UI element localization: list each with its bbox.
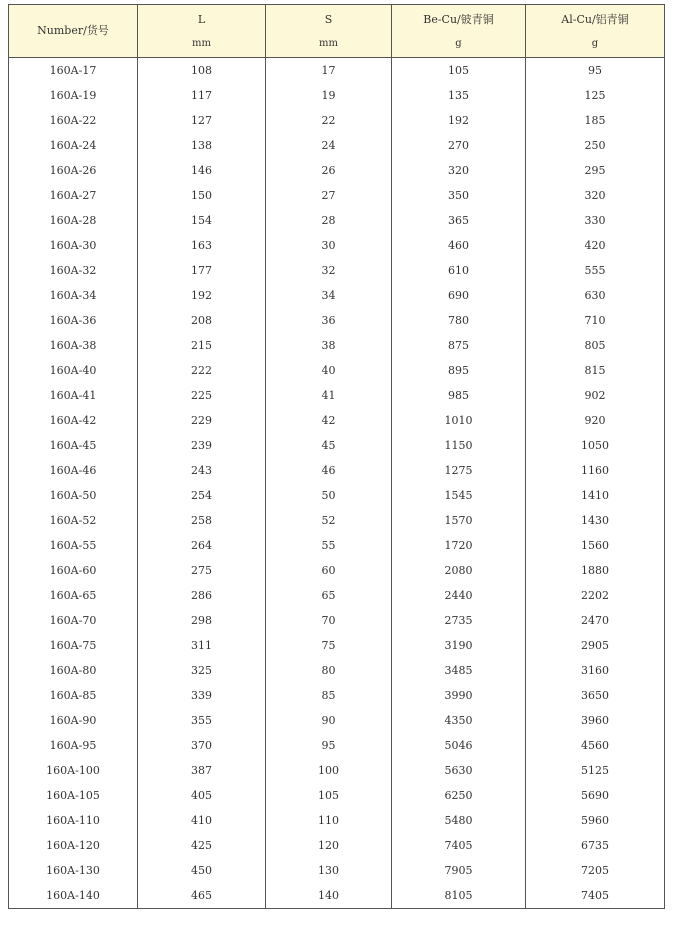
number-cell: 160A-130 bbox=[9, 858, 138, 883]
length-cell: 339 bbox=[138, 683, 266, 708]
header-be-cu bbox=[392, 5, 526, 58]
length-cell: 254 bbox=[138, 483, 266, 508]
table-row bbox=[9, 333, 665, 358]
spec-table bbox=[8, 4, 665, 909]
size-cell: 80 bbox=[266, 658, 392, 683]
be-cu-weight-cell: 3485 bbox=[392, 658, 526, 683]
be-cu-weight-cell: 895 bbox=[392, 358, 526, 383]
table-row bbox=[9, 533, 665, 558]
header-unit: g bbox=[591, 38, 599, 49]
number-cell: 160A-60 bbox=[9, 558, 138, 583]
size-cell: 140 bbox=[266, 883, 392, 909]
be-cu-weight-cell: 3190 bbox=[392, 633, 526, 658]
table-row bbox=[9, 108, 665, 133]
size-cell: 85 bbox=[266, 683, 392, 708]
length-cell: 239 bbox=[138, 433, 266, 458]
size-cell: 34 bbox=[266, 283, 392, 308]
size-cell: 26 bbox=[266, 158, 392, 183]
size-cell: 46 bbox=[266, 458, 392, 483]
length-cell: 275 bbox=[138, 558, 266, 583]
table-row bbox=[9, 633, 665, 658]
size-cell: 120 bbox=[266, 833, 392, 858]
number-cell: 160A-28 bbox=[9, 208, 138, 233]
table-row bbox=[9, 708, 665, 733]
header-number bbox=[9, 5, 138, 58]
table-row bbox=[9, 83, 665, 108]
al-cu-weight-cell: 250 bbox=[526, 133, 665, 158]
header-row bbox=[9, 5, 665, 58]
table-row bbox=[9, 608, 665, 633]
be-cu-weight-cell: 1275 bbox=[392, 458, 526, 483]
table-row bbox=[9, 358, 665, 383]
size-cell: 38 bbox=[266, 333, 392, 358]
be-cu-weight-cell: 1150 bbox=[392, 433, 526, 458]
number-cell: 160A-85 bbox=[9, 683, 138, 708]
length-cell: 425 bbox=[138, 833, 266, 858]
be-cu-weight-cell: 460 bbox=[392, 233, 526, 258]
number-cell: 160A-27 bbox=[9, 183, 138, 208]
al-cu-weight-cell: 1050 bbox=[526, 433, 665, 458]
length-cell: 325 bbox=[138, 658, 266, 683]
table-row bbox=[9, 308, 665, 333]
be-cu-weight-cell: 5046 bbox=[392, 733, 526, 758]
length-cell: 229 bbox=[138, 408, 266, 433]
number-cell: 160A-42 bbox=[9, 408, 138, 433]
number-cell: 160A-30 bbox=[9, 233, 138, 258]
length-cell: 298 bbox=[138, 608, 266, 633]
number-cell: 160A-140 bbox=[9, 883, 138, 909]
be-cu-weight-cell: 5480 bbox=[392, 808, 526, 833]
be-cu-weight-cell: 7905 bbox=[392, 858, 526, 883]
be-cu-weight-cell: 135 bbox=[392, 83, 526, 108]
al-cu-weight-cell: 5125 bbox=[526, 758, 665, 783]
number-cell: 160A-32 bbox=[9, 258, 138, 283]
size-cell: 17 bbox=[266, 58, 392, 84]
be-cu-weight-cell: 2735 bbox=[392, 608, 526, 633]
number-cell: 160A-17 bbox=[9, 58, 138, 84]
be-cu-weight-cell: 610 bbox=[392, 258, 526, 283]
be-cu-weight-cell: 4350 bbox=[392, 708, 526, 733]
header-label: Be-Cu/铍青铜 bbox=[423, 13, 494, 26]
be-cu-weight-cell: 7405 bbox=[392, 833, 526, 858]
size-cell: 30 bbox=[266, 233, 392, 258]
be-cu-weight-cell: 8105 bbox=[392, 883, 526, 909]
size-cell: 95 bbox=[266, 733, 392, 758]
length-cell: 177 bbox=[138, 258, 266, 283]
table-row bbox=[9, 808, 665, 833]
length-cell: 286 bbox=[138, 583, 266, 608]
table-row bbox=[9, 58, 665, 84]
table-row bbox=[9, 683, 665, 708]
header-label: Number/货号 bbox=[37, 24, 109, 37]
number-cell: 160A-65 bbox=[9, 583, 138, 608]
size-cell: 41 bbox=[266, 383, 392, 408]
size-cell: 45 bbox=[266, 433, 392, 458]
al-cu-weight-cell: 3160 bbox=[526, 658, 665, 683]
be-cu-weight-cell: 270 bbox=[392, 133, 526, 158]
table-row bbox=[9, 158, 665, 183]
number-cell: 160A-26 bbox=[9, 158, 138, 183]
be-cu-weight-cell: 2440 bbox=[392, 583, 526, 608]
size-cell: 19 bbox=[266, 83, 392, 108]
length-cell: 146 bbox=[138, 158, 266, 183]
be-cu-weight-cell: 1720 bbox=[392, 533, 526, 558]
al-cu-weight-cell: 805 bbox=[526, 333, 665, 358]
table-row bbox=[9, 183, 665, 208]
size-cell: 110 bbox=[266, 808, 392, 833]
number-cell: 160A-24 bbox=[9, 133, 138, 158]
al-cu-weight-cell: 7205 bbox=[526, 858, 665, 883]
table-row bbox=[9, 258, 665, 283]
table-row bbox=[9, 508, 665, 533]
table-row bbox=[9, 758, 665, 783]
table-row bbox=[9, 833, 665, 858]
table-row bbox=[9, 208, 665, 233]
length-cell: 150 bbox=[138, 183, 266, 208]
length-cell: 370 bbox=[138, 733, 266, 758]
number-cell: 160A-46 bbox=[9, 458, 138, 483]
size-cell: 100 bbox=[266, 758, 392, 783]
be-cu-weight-cell: 780 bbox=[392, 308, 526, 333]
size-cell: 65 bbox=[266, 583, 392, 608]
be-cu-weight-cell: 2080 bbox=[392, 558, 526, 583]
size-cell: 60 bbox=[266, 558, 392, 583]
al-cu-weight-cell: 630 bbox=[526, 283, 665, 308]
size-cell: 28 bbox=[266, 208, 392, 233]
be-cu-weight-cell: 690 bbox=[392, 283, 526, 308]
table-row bbox=[9, 458, 665, 483]
al-cu-weight-cell: 920 bbox=[526, 408, 665, 433]
length-cell: 117 bbox=[138, 83, 266, 108]
header-unit: g bbox=[455, 38, 462, 49]
be-cu-weight-cell: 985 bbox=[392, 383, 526, 408]
length-cell: 215 bbox=[138, 333, 266, 358]
table-row bbox=[9, 483, 665, 508]
header-label: S bbox=[324, 13, 333, 26]
size-cell: 130 bbox=[266, 858, 392, 883]
length-cell: 138 bbox=[138, 133, 266, 158]
header-label: Al-Cu/铝青铜 bbox=[561, 13, 629, 26]
size-cell: 32 bbox=[266, 258, 392, 283]
header-label: L bbox=[197, 13, 206, 26]
size-cell: 90 bbox=[266, 708, 392, 733]
size-cell: 27 bbox=[266, 183, 392, 208]
be-cu-weight-cell: 1010 bbox=[392, 408, 526, 433]
al-cu-weight-cell: 95 bbox=[526, 58, 665, 84]
size-cell: 52 bbox=[266, 508, 392, 533]
al-cu-weight-cell: 6735 bbox=[526, 833, 665, 858]
number-cell: 160A-70 bbox=[9, 608, 138, 633]
al-cu-weight-cell: 1160 bbox=[526, 458, 665, 483]
length-cell: 311 bbox=[138, 633, 266, 658]
number-cell: 160A-34 bbox=[9, 283, 138, 308]
header-length bbox=[138, 5, 266, 58]
length-cell: 258 bbox=[138, 508, 266, 533]
al-cu-weight-cell: 330 bbox=[526, 208, 665, 233]
table-row bbox=[9, 658, 665, 683]
length-cell: 127 bbox=[138, 108, 266, 133]
header-al-cu bbox=[526, 5, 665, 58]
length-cell: 154 bbox=[138, 208, 266, 233]
be-cu-weight-cell: 365 bbox=[392, 208, 526, 233]
al-cu-weight-cell: 902 bbox=[526, 383, 665, 408]
table-row bbox=[9, 733, 665, 758]
number-cell: 160A-105 bbox=[9, 783, 138, 808]
number-cell: 160A-45 bbox=[9, 433, 138, 458]
size-cell: 105 bbox=[266, 783, 392, 808]
al-cu-weight-cell: 3960 bbox=[526, 708, 665, 733]
al-cu-weight-cell: 1880 bbox=[526, 558, 665, 583]
number-cell: 160A-19 bbox=[9, 83, 138, 108]
table-row bbox=[9, 558, 665, 583]
number-cell: 160A-95 bbox=[9, 733, 138, 758]
length-cell: 355 bbox=[138, 708, 266, 733]
size-cell: 40 bbox=[266, 358, 392, 383]
al-cu-weight-cell: 185 bbox=[526, 108, 665, 133]
size-cell: 36 bbox=[266, 308, 392, 333]
table-row bbox=[9, 233, 665, 258]
be-cu-weight-cell: 3990 bbox=[392, 683, 526, 708]
size-cell: 70 bbox=[266, 608, 392, 633]
header-unit: mm bbox=[319, 38, 338, 49]
length-cell: 243 bbox=[138, 458, 266, 483]
length-cell: 264 bbox=[138, 533, 266, 558]
length-cell: 465 bbox=[138, 883, 266, 909]
length-cell: 450 bbox=[138, 858, 266, 883]
be-cu-weight-cell: 320 bbox=[392, 158, 526, 183]
number-cell: 160A-100 bbox=[9, 758, 138, 783]
be-cu-weight-cell: 875 bbox=[392, 333, 526, 358]
al-cu-weight-cell: 125 bbox=[526, 83, 665, 108]
be-cu-weight-cell: 350 bbox=[392, 183, 526, 208]
al-cu-weight-cell: 5690 bbox=[526, 783, 665, 808]
table-row bbox=[9, 883, 665, 909]
be-cu-weight-cell: 1545 bbox=[392, 483, 526, 508]
number-cell: 160A-38 bbox=[9, 333, 138, 358]
al-cu-weight-cell: 815 bbox=[526, 358, 665, 383]
table-row bbox=[9, 433, 665, 458]
al-cu-weight-cell: 2202 bbox=[526, 583, 665, 608]
length-cell: 222 bbox=[138, 358, 266, 383]
length-cell: 163 bbox=[138, 233, 266, 258]
number-cell: 160A-120 bbox=[9, 833, 138, 858]
al-cu-weight-cell: 1430 bbox=[526, 508, 665, 533]
number-cell: 160A-80 bbox=[9, 658, 138, 683]
length-cell: 208 bbox=[138, 308, 266, 333]
table-row bbox=[9, 383, 665, 408]
number-cell: 160A-22 bbox=[9, 108, 138, 133]
al-cu-weight-cell: 710 bbox=[526, 308, 665, 333]
size-cell: 22 bbox=[266, 108, 392, 133]
be-cu-weight-cell: 1570 bbox=[392, 508, 526, 533]
al-cu-weight-cell: 1410 bbox=[526, 483, 665, 508]
length-cell: 405 bbox=[138, 783, 266, 808]
al-cu-weight-cell: 1560 bbox=[526, 533, 665, 558]
al-cu-weight-cell: 420 bbox=[526, 233, 665, 258]
table-row bbox=[9, 583, 665, 608]
al-cu-weight-cell: 555 bbox=[526, 258, 665, 283]
table-row bbox=[9, 408, 665, 433]
number-cell: 160A-90 bbox=[9, 708, 138, 733]
table-row bbox=[9, 783, 665, 808]
al-cu-weight-cell: 4560 bbox=[526, 733, 665, 758]
table-row bbox=[9, 283, 665, 308]
be-cu-weight-cell: 5630 bbox=[392, 758, 526, 783]
number-cell: 160A-55 bbox=[9, 533, 138, 558]
al-cu-weight-cell: 320 bbox=[526, 183, 665, 208]
number-cell: 160A-52 bbox=[9, 508, 138, 533]
al-cu-weight-cell: 5960 bbox=[526, 808, 665, 833]
length-cell: 387 bbox=[138, 758, 266, 783]
size-cell: 24 bbox=[266, 133, 392, 158]
table-row bbox=[9, 858, 665, 883]
size-cell: 75 bbox=[266, 633, 392, 658]
size-cell: 42 bbox=[266, 408, 392, 433]
length-cell: 225 bbox=[138, 383, 266, 408]
al-cu-weight-cell: 2905 bbox=[526, 633, 665, 658]
al-cu-weight-cell: 295 bbox=[526, 158, 665, 183]
number-cell: 160A-110 bbox=[9, 808, 138, 833]
size-cell: 50 bbox=[266, 483, 392, 508]
table-row bbox=[9, 133, 665, 158]
header-unit: mm bbox=[192, 38, 211, 49]
table-body bbox=[9, 58, 665, 909]
al-cu-weight-cell: 2470 bbox=[526, 608, 665, 633]
number-cell: 160A-36 bbox=[9, 308, 138, 333]
number-cell: 160A-75 bbox=[9, 633, 138, 658]
length-cell: 410 bbox=[138, 808, 266, 833]
be-cu-weight-cell: 192 bbox=[392, 108, 526, 133]
number-cell: 160A-41 bbox=[9, 383, 138, 408]
length-cell: 108 bbox=[138, 58, 266, 84]
header-size bbox=[266, 5, 392, 58]
al-cu-weight-cell: 3650 bbox=[526, 683, 665, 708]
size-cell: 55 bbox=[266, 533, 392, 558]
be-cu-weight-cell: 105 bbox=[392, 58, 526, 84]
length-cell: 192 bbox=[138, 283, 266, 308]
al-cu-weight-cell: 7405 bbox=[526, 883, 665, 909]
number-cell: 160A-40 bbox=[9, 358, 138, 383]
be-cu-weight-cell: 6250 bbox=[392, 783, 526, 808]
number-cell: 160A-50 bbox=[9, 483, 138, 508]
